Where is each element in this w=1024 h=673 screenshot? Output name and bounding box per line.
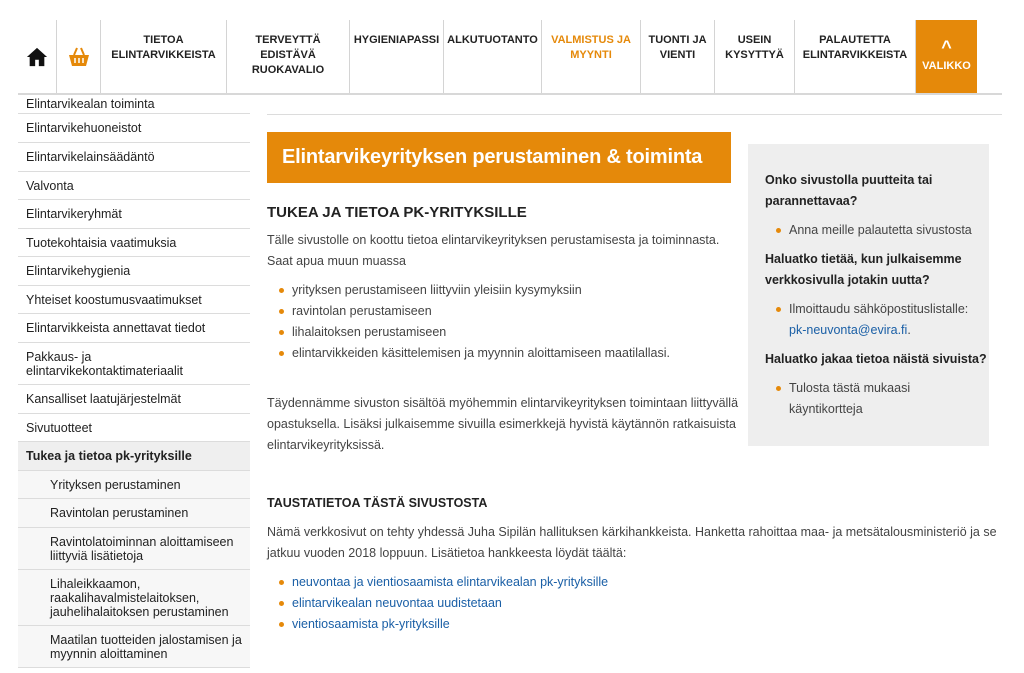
print-link-line[interactable]: käyntikortteja <box>789 402 863 416</box>
link-advisory-renewal[interactable]: elintarvikealan neuvontaa uudistetaan <box>279 593 608 614</box>
basket-button[interactable] <box>57 20 101 93</box>
sidebar-item-label: Ravintolan perustaminen <box>50 506 189 520</box>
sidebar-item[interactable] <box>18 343 250 385</box>
sidebar-item[interactable] <box>18 499 250 528</box>
sidebar-item-label: Elintarvikealan toiminta <box>26 97 155 111</box>
paragraph-line: elintarvikeyrityksissä. <box>267 438 385 452</box>
page-title: Elintarvikeyrityksen perustaminen & toiminta <box>267 132 731 183</box>
sidebar-item-label: Ravintolatoiminnan aloittamiseen liittyviä lisätietoja <box>50 534 234 563</box>
print-link-line[interactable]: Tulosta tästä mukaasi <box>789 381 911 395</box>
nav-item-label: TUONTI JA VIENTI <box>648 34 707 61</box>
nav-item[interactable] <box>795 20 916 93</box>
nav-item-label: HYGIENIAPASSI <box>353 34 440 46</box>
mailing-text: Ilmoittaudu sähköpostituslistalle: <box>789 302 969 316</box>
mailing-item <box>776 299 968 341</box>
sidebar-item[interactable] <box>18 414 250 442</box>
sidebar-item-label: Yrityksen perustaminen <box>50 477 181 492</box>
nav-item-label: TERVEYTTÄ EDISTÄVÄ RUOKAVALIO <box>251 34 325 76</box>
question-heading: verkkosivulla jotakin uutta? <box>765 273 930 287</box>
mailing-list <box>776 299 968 341</box>
sidebar-item[interactable] <box>18 143 250 172</box>
menu-button[interactable] <box>916 20 977 93</box>
sidebar-item-label: Sivutuotteet <box>26 420 93 435</box>
sidebar-item[interactable] <box>18 286 250 314</box>
paragraph-line: Nämä verkkosivut on tehty yhdessä Juha Sipilän hallituksen kärkihankkeista. Hanketta rahoittaa maa- ja metsätalousministeriö ja se <box>267 525 997 539</box>
sidebar-item[interactable] <box>18 257 250 286</box>
nav-item-label: TIETOA ELINTARVIKKEISTA <box>111 34 216 61</box>
paragraph-line: opastuksella. Lisäksi julkaisemme sivuilla esimerkkejä hyvistä käytännön ratkaisuista <box>267 417 736 431</box>
sidebar-item[interactable] <box>18 570 250 626</box>
sidebar-item[interactable] <box>18 528 250 570</box>
nav-item[interactable] <box>227 20 350 93</box>
sidebar-item-label: Tuotekohtaisia vaatimuksia <box>26 235 177 250</box>
sidebar-item-label: Elintarvikeryhmät <box>26 207 122 221</box>
help-list <box>279 280 670 364</box>
sidebar-item-label: Tukea ja tietoa pk-yrityksille <box>26 449 192 463</box>
sidebar-item-label: Yhteiset koostumusvaatimukset <box>26 292 202 307</box>
nav-item[interactable] <box>641 20 715 93</box>
list-item: elintarvikkeiden käsittelemisen ja myynnin aloittamiseen maatilallasi. <box>279 343 670 364</box>
list-item: lihalaitoksen perustamiseen <box>279 322 670 343</box>
sidebar-item-label: Lihaleikkaamon, raakalihavalmistelaitoksen, jauhelihalaitoksen perustaminen <box>50 576 229 619</box>
info-box <box>748 144 989 446</box>
sidebar-item[interactable] <box>18 385 250 414</box>
nav-item[interactable] <box>444 20 542 93</box>
sidebar-item-label: Kansalliset laatujärjestelmät <box>26 392 181 406</box>
nav-item-label: VALMISTUS JA MYYNTI <box>551 34 631 61</box>
sidebar-item[interactable] <box>18 229 250 257</box>
nav-item-label: PALAUTETTA ELINTARVIKKEISTA <box>802 34 908 61</box>
sidebar-item[interactable] <box>18 626 250 668</box>
paragraph-line: jatkuu vuoden 2018 loppuun. Lisätietoa hankkeesta löydät täältä: <box>267 546 627 560</box>
intro-line-1: Tälle sivustolle on koottu tietoa elintarvikeyrityksen perustamisesta ja toiminnasta. <box>267 233 720 247</box>
sidebar-item[interactable] <box>18 172 250 200</box>
list-item: yrityksen perustamiseen liittyviin yleisiin kysymyksiin <box>279 280 670 301</box>
question-heading: parannettavaa? <box>765 194 858 208</box>
sidebar-item-label: Elintarvikelainsäädäntö <box>26 150 155 164</box>
print-cards-link[interactable] <box>776 378 910 420</box>
list-item: ravintolan perustamiseen <box>279 301 670 322</box>
sidebar-item-label: Pakkaus- ja elintarvikekontaktimateriaalit <box>26 349 184 378</box>
nav-item[interactable] <box>542 20 641 93</box>
link-export-know-how[interactable]: vientiosaamista pk-yrityksille <box>279 614 608 635</box>
sidebar-item[interactable] <box>18 471 250 499</box>
nav-item-label: ALKUTUOTANTO <box>447 34 538 46</box>
section-heading: TUKEA JA TIETOA PK-YRITYKSILLE <box>267 204 527 221</box>
sidebar-item[interactable] <box>18 200 250 229</box>
email-link[interactable]: pk-neuvonta@evira.fi <box>789 323 908 337</box>
basket-icon <box>67 45 91 69</box>
top-navigation <box>18 20 1002 95</box>
nav-item[interactable] <box>715 20 795 93</box>
sidebar-item-label: Elintarvikehuoneistot <box>26 121 142 135</box>
nav-item[interactable] <box>350 20 444 93</box>
print-list <box>776 378 910 420</box>
question-heading: Onko sivustolla puutteita tai <box>765 173 933 187</box>
menu-label: VALIKKO <box>922 60 971 72</box>
question-heading: Haluatko tietää, kun julkaisemme <box>765 252 962 266</box>
nav-item[interactable] <box>101 20 227 93</box>
punctuation: . <box>907 323 911 337</box>
sidebar-item[interactable] <box>18 314 250 343</box>
intro-line-2: Saat apua muun muassa <box>267 254 406 268</box>
project-links <box>279 572 608 635</box>
nav-item-label: USEIN KYSYTTYÄ <box>725 34 784 61</box>
chevron-up-icon: ^ <box>941 37 952 57</box>
sidebar-item-label: Maatilan tuotteiden jalostamisen ja myynnin aloittaminen <box>50 632 242 661</box>
sidebar-item[interactable] <box>18 114 250 143</box>
home-icon <box>26 46 48 68</box>
paragraph-line: Täydennämme sivuston sisältöä myöhemmin elintarvikeyrityksen toimintaan liittyvällä <box>267 396 739 410</box>
divider <box>267 114 1002 115</box>
sidebar-navigation <box>18 95 250 673</box>
home-button[interactable] <box>18 20 57 93</box>
sidebar-item-label: Elintarvikkeista annettavat tiedot <box>26 321 206 335</box>
sidebar-item-label: Elintarvikehygienia <box>26 264 131 278</box>
question-heading: Haluatko jakaa tietoa näistä sivuista? <box>765 352 987 366</box>
sidebar-item[interactable] <box>18 442 250 471</box>
sidebar-item[interactable] <box>18 95 250 114</box>
feedback-list <box>776 220 972 241</box>
sidebar-item-label: Valvonta <box>26 178 74 193</box>
background-heading: TAUSTATIETOA TÄSTÄ SIVUSTOSTA <box>267 496 488 510</box>
link-advisory-export[interactable]: neuvontaa ja vientiosaamista elintarvikealan pk-yrityksille <box>279 572 608 593</box>
feedback-link[interactable]: Anna meille palautetta sivustosta <box>776 220 972 241</box>
